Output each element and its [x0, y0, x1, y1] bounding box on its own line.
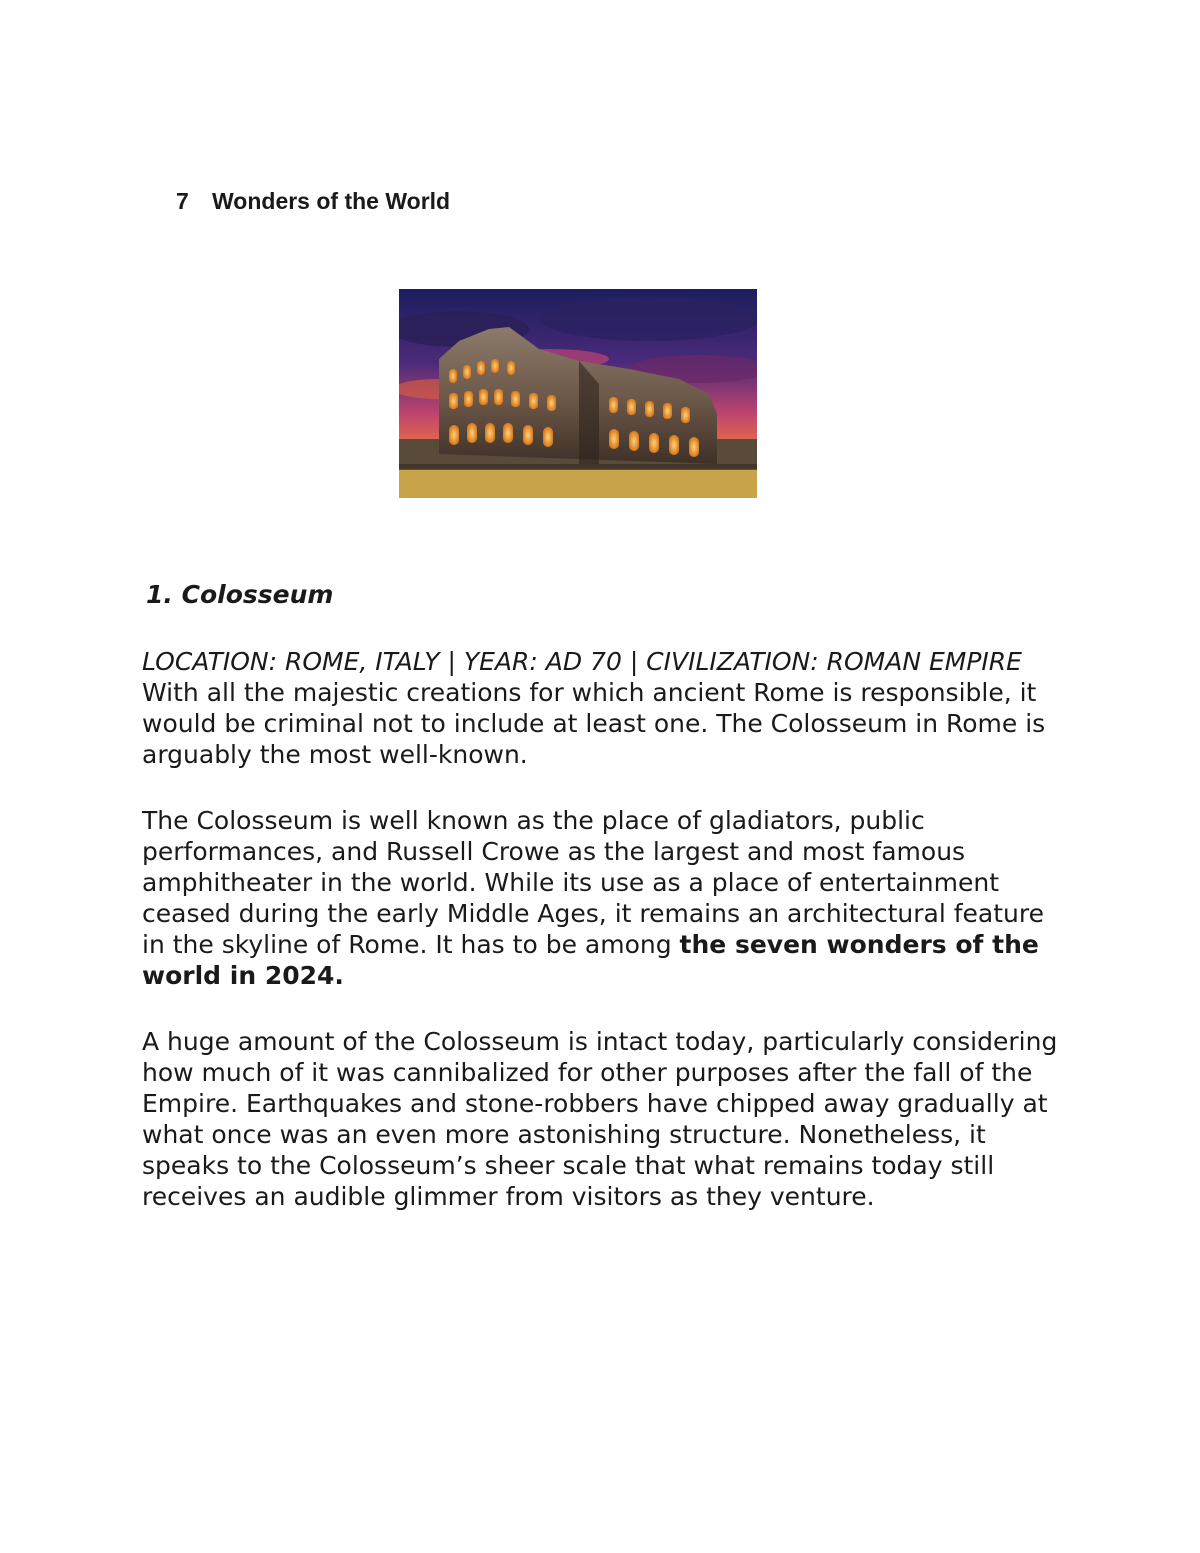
- title-text: Wonders of the World: [212, 188, 451, 214]
- paragraph-2-bold: the seven wonders of the world in 2024.: [142, 930, 1039, 990]
- paragraph-2-text: The Colosseum is well known as the place of gladiators, public performances, and Russell Crowe as the largest and most famous amphitheater in the world. While its use as a place of entertainment ceased during the early Middle Ages, it remains an architectural feature in the skyline of Rome. It has to be among: [142, 806, 1044, 959]
- title-number: 7: [176, 188, 189, 214]
- intro-paragraph: With all the majestic creations for which ancient Rome is responsible, it would be criminal not to include at least one. The Colosseum in Rome is arguably the most well-known.: [142, 678, 1046, 769]
- paragraph-2: [142, 805, 1062, 991]
- paragraph-3: A huge amount of the Colosseum is intact today, particularly considering how much of it was cannibalized for other purposes after the fall of the Empire. Earthquakes and stone-robbers have chipped away gradually at what once was an even more astonishing structure. Nonetheless, it speaks to the Colosseum’s sheer scale that what remains today still receives an audible glimmer from visitors as they venture.: [142, 1027, 1058, 1211]
- section-body: [142, 646, 1062, 1212]
- section-heading: 1. Colosseum: [146, 580, 334, 609]
- document-title: [176, 188, 450, 215]
- section-meta: LOCATION: ROME, ITALY | YEAR: AD 70 | CIVILIZATION: ROMAN EMPIRE: [142, 647, 1022, 676]
- colosseum-photo: [399, 289, 757, 498]
